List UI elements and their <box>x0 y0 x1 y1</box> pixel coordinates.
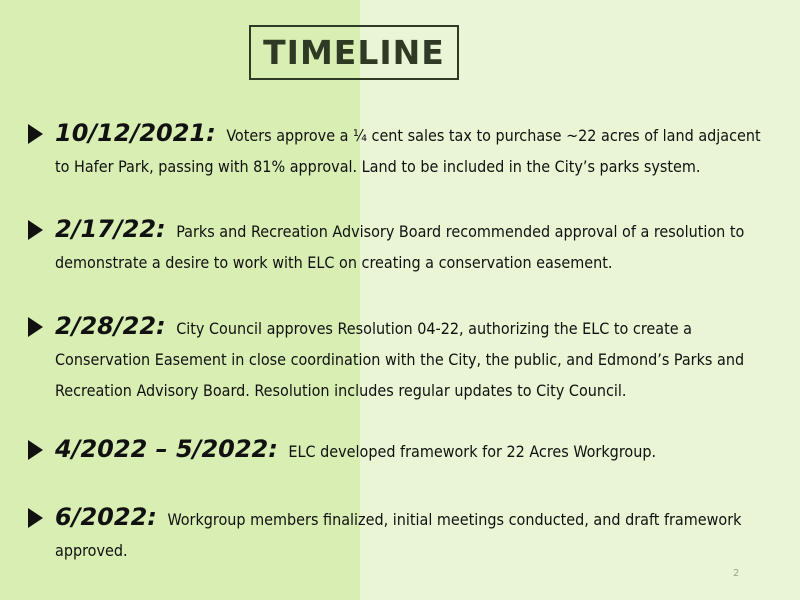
timeline-description: Parks and Recreation Advisory Board recommended approval of a resolution to demonstrate a desire to work with ELC on creating a conservation easement. <box>55 222 745 272</box>
timeline-date: 2/17/22: <box>55 215 166 243</box>
timeline-item-content <box>55 118 778 182</box>
timeline-item <box>28 311 778 406</box>
timeline-description: Voters approve a ¼ cent sales tax to purchase ~22 acres of land adjacent to Hafer Park, passing with 81% approval. Land to be included in the City’s parks system. <box>55 126 761 176</box>
triangle-bullet-icon <box>28 124 43 144</box>
triangle-bullet-icon <box>28 220 43 240</box>
timeline-date: 6/2022: <box>55 503 157 531</box>
timeline-item-content <box>55 311 778 406</box>
timeline-item-content <box>55 502 778 566</box>
triangle-bullet-icon <box>28 317 43 337</box>
triangle-bullet-icon <box>28 440 43 460</box>
timeline-item-content <box>55 214 778 278</box>
timeline-date: 2/28/22: <box>55 312 166 340</box>
triangle-bullet-icon <box>28 508 43 528</box>
timeline-item-content <box>55 434 656 467</box>
timeline-description: ELC developed framework for 22 Acres Workgroup. <box>288 442 657 461</box>
page-title: TIMELINE <box>263 33 445 72</box>
slide-page-number: 2 <box>733 568 740 579</box>
timeline-item <box>28 502 778 566</box>
timeline-date: 10/12/2021: <box>55 119 216 147</box>
timeline-item <box>28 118 778 182</box>
timeline-item <box>28 214 778 278</box>
timeline-item <box>28 434 778 467</box>
timeline-description: City Council approves Resolution 04-22, authorizing the ELC to create a Conservation Easement in close coordination with the City, the public, and Edmond’s Parks and Recreation Advisory Board. Resolution includes regular updates to City Council. <box>55 319 745 400</box>
timeline-date: 4/2022 – 5/2022: <box>55 435 278 463</box>
timeline-description: Workgroup members finalized, initial meetings conducted, and draft framework approved. <box>55 510 742 560</box>
